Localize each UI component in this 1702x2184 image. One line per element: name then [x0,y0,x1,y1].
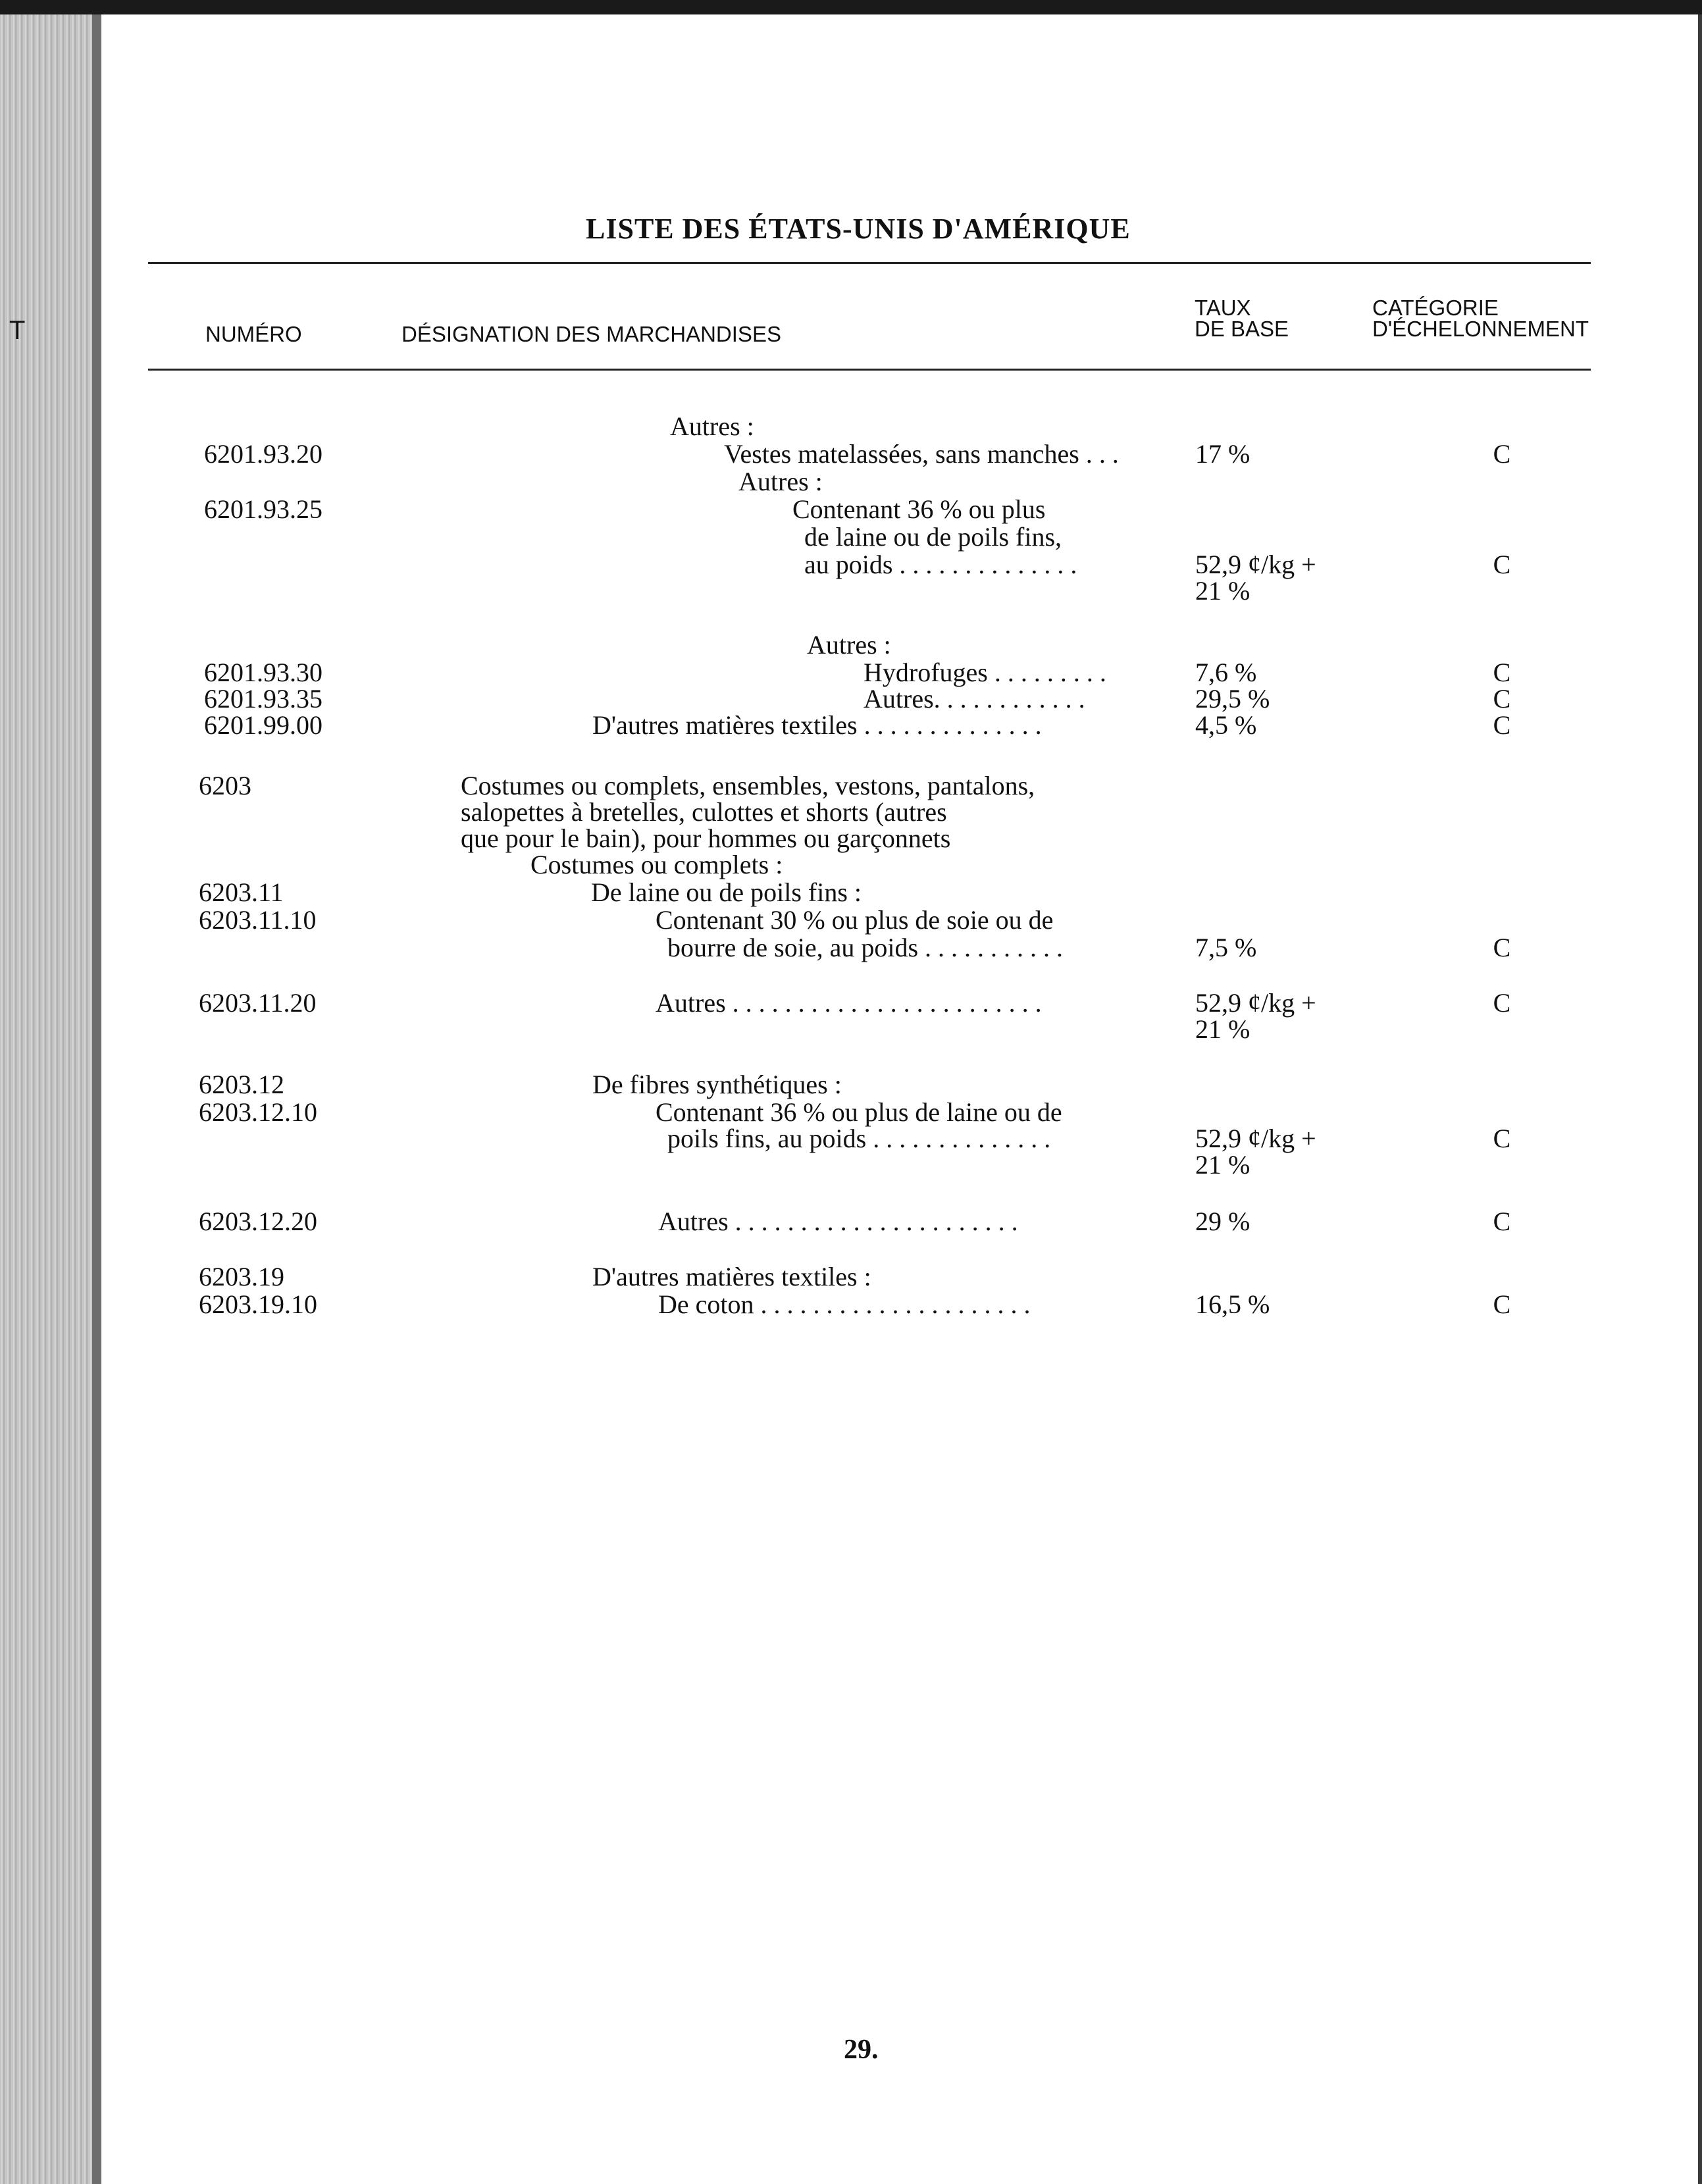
row-category: C [1493,439,1511,469]
row-designation: Autres : [670,411,754,441]
row-code: 6203.12.10 [199,1097,317,1127]
row-rate: 4,5 % [1195,710,1257,740]
table-row [0,989,1702,1018]
col-header-designation: DÉSIGNATION DES MARCHANDISES [401,322,781,346]
row-designation: Contenant 30 % ou plus de soie ou de [656,905,1054,935]
row-designation: Costumes ou complets, ensembles, vestons, pantalons, [461,771,1035,800]
row-code: 6203.12.20 [199,1207,317,1236]
row-category: C [1493,1124,1511,1153]
row-code: 6203.12 [199,1070,284,1099]
row-designation: De laine ou de poils fins : [591,877,862,907]
table-row [0,824,1702,853]
row-designation: que pour le bain), pour hommes ou garçonnets [461,823,951,853]
row-rate: 29 % [1195,1207,1251,1236]
row-code: 6201.93.35 [204,684,322,714]
col-header-taux-line1: TAUX [1195,296,1251,320]
row-designation: Contenant 36 % ou plus [792,494,1046,524]
row-category: C [1493,988,1511,1018]
row-rate: 21 % [1195,576,1251,606]
row-designation: Autres . . . . . . . . . . . . . . . . . . . . . . . . [656,988,1042,1018]
page-number: 29. [844,2035,879,2065]
table-row [0,1098,1702,1127]
table-row [0,1015,1702,1044]
row-designation: D'autres matières textiles . . . . . . . . . . . . . . [592,710,1042,740]
col-header-taux-line2: DE BASE [1195,317,1289,341]
table-row [0,658,1702,687]
row-designation: Hydrofuges . . . . . . . . . [864,658,1106,687]
row-code: 6203.19 [199,1262,284,1291]
table-row [0,1070,1702,1099]
scan-top-border [0,0,1702,14]
row-category: C [1493,550,1511,579]
row-code: 6203.11.20 [199,988,317,1018]
row-category: C [1493,684,1511,714]
table-row [0,523,1702,552]
row-category: C [1493,710,1511,740]
row-code: 6203.11 [199,877,284,907]
row-designation: Autres. . . . . . . . . . . . [864,684,1085,714]
table-row [0,440,1702,469]
row-designation: Vestes matelassées, sans manches . . . [724,439,1119,469]
row-rate: 21 % [1195,1150,1251,1180]
row-designation: au poids . . . . . . . . . . . . . . [804,550,1077,579]
table-row [0,933,1702,962]
col-header-categorie-line2: D'ÉCHELONNEMENT [1372,317,1589,341]
row-code: 6203.19.10 [199,1289,317,1319]
row-rate: 7,5 % [1195,933,1257,962]
table-row [0,1124,1702,1153]
row-designation: De coton . . . . . . . . . . . . . . . . . . . . . [658,1289,1031,1319]
table-row [0,798,1702,827]
row-code: 6201.99.00 [204,710,322,740]
row-category: C [1493,933,1511,962]
table-row [0,685,1702,714]
table-row [0,771,1702,800]
row-code: 6201.93.25 [204,494,322,524]
margin-letter: T [9,316,26,345]
table-row [0,1262,1702,1291]
table-row [0,1207,1702,1236]
row-rate: 7,6 % [1195,658,1257,687]
table-row [0,412,1702,441]
table-row [0,906,1702,935]
col-header-categorie-line1: CATÉGORIE [1372,296,1499,320]
row-designation: Autres : [807,630,891,660]
row-code: 6203 [199,771,251,800]
table-row [0,577,1702,606]
row-rate: 21 % [1195,1014,1251,1044]
row-designation: Costumes ou complets : [530,850,783,879]
row-designation: de laine ou de poils fins, [804,522,1062,552]
table-row [0,631,1702,660]
header-top-rule [148,262,1591,264]
header-bottom-rule [148,369,1591,371]
table-row [0,495,1702,524]
document-title: LISTE DES ÉTATS-UNIS D'AMÉRIQUE [586,213,1131,245]
table-row [0,550,1702,579]
row-code: 6201.93.20 [204,439,322,469]
table-row [0,1290,1702,1319]
row-code: 6201.93.30 [204,658,322,687]
row-category: C [1493,658,1511,687]
row-code: 6203.11.10 [199,905,317,935]
row-designation: Contenant 36 % ou plus de laine ou de [656,1097,1062,1127]
row-rate: 52,9 ¢/kg + [1195,550,1316,579]
row-rate: 16,5 % [1195,1289,1270,1319]
row-rate: 17 % [1195,439,1251,469]
row-designation: poils fins, au poids . . . . . . . . . . . . . . [667,1124,1051,1153]
row-rate: 52,9 ¢/kg + [1195,1124,1316,1153]
table-row [0,711,1702,740]
row-designation: Autres : [738,467,823,496]
row-rate: 29,5 % [1195,684,1270,714]
row-designation: Autres . . . . . . . . . . . . . . . . . . . . . . [658,1207,1018,1236]
row-designation: De fibres synthétiques : [592,1070,842,1099]
row-category: C [1493,1289,1511,1319]
table-row [0,1151,1702,1180]
row-designation: salopettes à bretelles, culottes et shorts (autres [461,797,947,827]
table-row [0,850,1702,879]
row-category: C [1493,1207,1511,1236]
row-designation: bourre de soie, au poids . . . . . . . . . . . [667,933,1064,962]
table-row [0,878,1702,907]
table-row [0,467,1702,496]
row-designation: D'autres matières textiles : [592,1262,871,1291]
col-header-numero: NUMÉRO [205,322,302,346]
row-rate: 52,9 ¢/kg + [1195,988,1316,1018]
